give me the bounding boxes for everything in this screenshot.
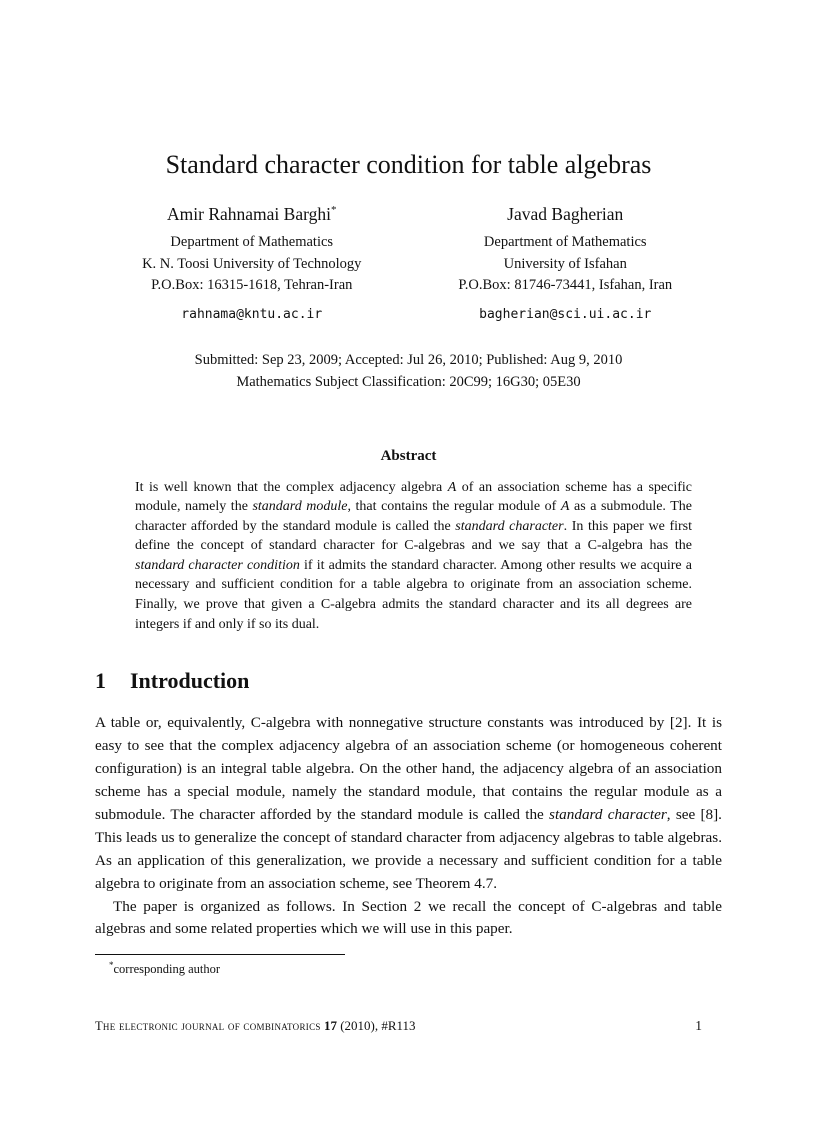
affiliation-line: K. N. Toosi University of Technology [142, 255, 362, 272]
footnote-marker: * [109, 960, 114, 971]
author-name-text: Amir Rahnamai Barghi [167, 204, 331, 224]
dates-line: Submitted: Sep 23, 2009; Accepted: Jul 26, 2010; Published: Aug 9, 2010 [194, 351, 623, 368]
author-block-2 [409, 204, 723, 322]
footnote-label: corresponding author [113, 962, 221, 977]
intro-paragraph-2: The paper is organized as follows. In Section 2 we recall the concept of C-algebras and table algebras and some related properties which we will use in this paper. [95, 897, 722, 938]
section-heading-introduction [95, 668, 722, 694]
authors-row [95, 204, 722, 322]
journal-volume: 17 [323, 1018, 337, 1033]
affiliation-line: Department of Mathematics [170, 234, 334, 250]
author-name [409, 204, 723, 225]
journal-name: The electronic journal of combinatorics [95, 1019, 321, 1033]
author-name-text: Javad Bagherian [507, 204, 624, 224]
journal-citation [95, 1018, 416, 1034]
author-email: rahnama@kntu.ac.ir [181, 306, 323, 322]
affiliation-line: University of Isfahan [503, 255, 627, 272]
msc-line: Mathematics Subject Classification: 20C99; 16G30; 05E30 [236, 373, 581, 390]
author-email: bagherian@sci.ui.ac.ir [479, 306, 652, 322]
footnote-area [95, 954, 722, 977]
corresponding-author-mark: * [330, 204, 337, 217]
affiliation-line: P.O.Box: 16315-1618, Tehran-Iran [151, 277, 353, 293]
footnote-rule [95, 954, 345, 955]
affiliation-line: P.O.Box: 81746-73441, Isfahan, Iran [458, 277, 673, 293]
section-title: Introduction [130, 668, 250, 694]
journal-issue-ref: (2010), #R113 [336, 1018, 416, 1033]
abstract-section [95, 448, 722, 635]
paper-title: Standard character condition for table algebras [165, 150, 652, 179]
author-block-1 [95, 204, 409, 322]
abstract-heading: Abstract [380, 447, 437, 464]
intro-paragraph-1: A table or, equivalently, C-algebra with nonnegative structure constants was introduced by [2]. It is easy to see that the complex adjacency algebra of an association scheme (or homogeneous coherent configuration) is an integral table algebra. On the other hand, the adjacency algebra of an association scheme has a special module, namely the standard module, that contains the regular module as a submodule. The character afforded by the standard module is called the standard character, see [8]. This leads us to generalize the concept of standard character from adjacency algebras to table algebras. As an application of this generalization, we provide a necessary and sufficient condition for a table algebra to originate from an association scheme, see Theorem 4.7. [95, 714, 722, 892]
abstract-text: It is well known that the complex adjacency algebra A of an association scheme has a specific module, namely the standard module, that contains the regular module of A as a submodule. The character afforded by the standard module is called the standard character. In this paper we first define the concept of standard character for C-algebras and we say that a C-algebra has the standard character condition if it admits the standard character. Among other results we acquire a necessary and sufficient condition for a table algebra to originate from an association scheme. Finally, we prove that given a C-algebra admits the standard character and its all degrees are integers if and only if so its dual. [135, 479, 693, 632]
affiliation-line: Department of Mathematics [483, 234, 647, 250]
submission-meta [95, 349, 722, 393]
section-number: 1 [95, 668, 106, 694]
page-footer [95, 1018, 722, 1034]
page-number: 1 [695, 1018, 702, 1033]
author-name [95, 204, 409, 225]
page-content [95, 0, 722, 977]
footnote-text [95, 960, 722, 977]
